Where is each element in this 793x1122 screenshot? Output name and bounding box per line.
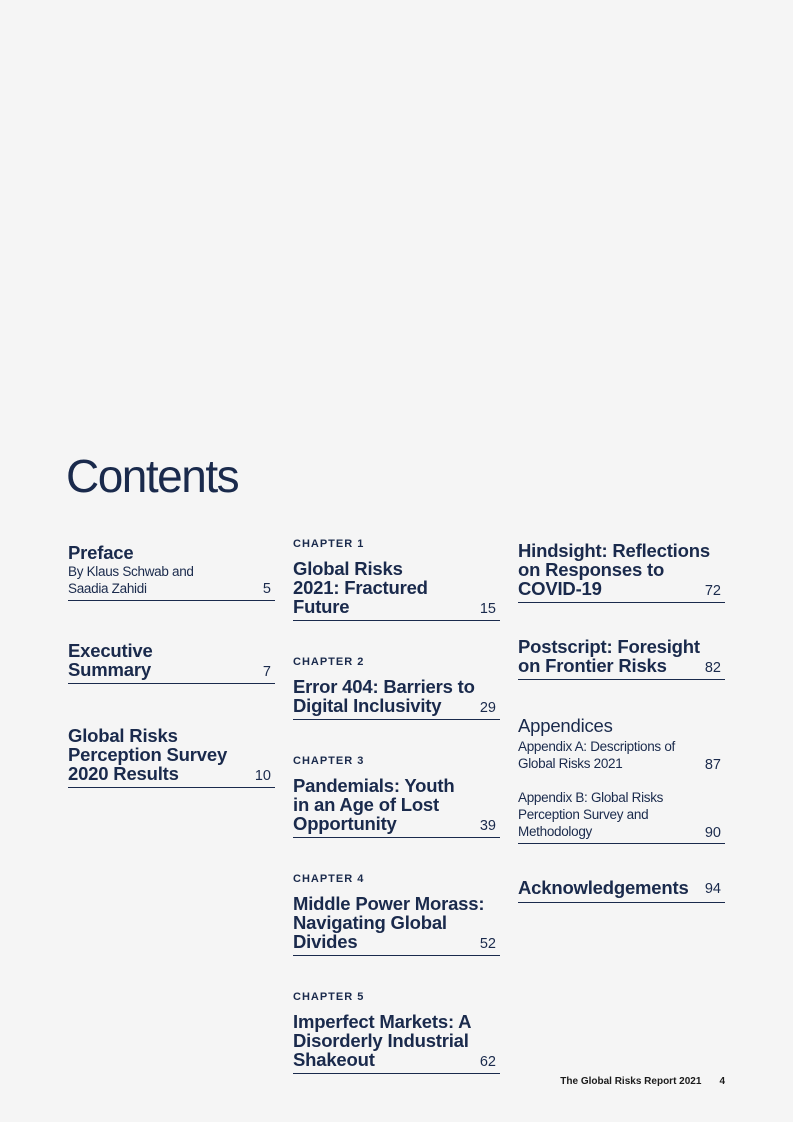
- toc-subentry-text: Appendix A: Descriptions of Global Risks 2021: [518, 739, 675, 771]
- toc-entry-title: Global Risks 2021: Fractured Future: [293, 558, 428, 617]
- toc-entry-title: Pandemials: Youth in an Age of Lost Opportunity: [293, 775, 455, 834]
- toc-page-number: 15: [479, 601, 496, 617]
- toc-entry-appendices[interactable]: [518, 716, 725, 844]
- toc-entry-title: Error 404: Barriers to Digital Inclusivity: [293, 676, 475, 716]
- toc-entry-title: Hindsight: Reflections on Responses to COVID-19: [518, 540, 710, 599]
- toc-entry-title: Appendices: [518, 715, 613, 736]
- toc-entry-hindsight[interactable]: [518, 541, 725, 603]
- toc-entry-title: Global Risks Perception Survey 2020 Results: [68, 725, 228, 784]
- toc-page-number: 82: [704, 660, 721, 676]
- toc-entry-chapter-1[interactable]: [293, 537, 500, 621]
- toc-column-3: [518, 541, 725, 903]
- toc-entry-chapter-3[interactable]: [293, 754, 500, 838]
- toc-page-number: 5: [262, 581, 271, 597]
- footer-page-number: 4: [719, 1076, 725, 1087]
- toc-page-number: 39: [479, 818, 496, 834]
- toc-subentry-appendix-b[interactable]: [518, 789, 725, 843]
- toc-column-2: [293, 537, 500, 1074]
- chapter-label: CHAPTER 5: [293, 991, 365, 1003]
- toc-entry-title: Postscript: Foresight on Frontier Risks: [518, 636, 700, 676]
- toc-entry-executive-summary[interactable]: [68, 641, 275, 684]
- page-footer: [560, 1076, 725, 1087]
- toc-entry-gprs-results[interactable]: [68, 726, 275, 788]
- toc-page-number: 7: [262, 664, 271, 680]
- toc-entry-chapter-5[interactable]: [293, 990, 500, 1074]
- page-title: Contents: [66, 450, 239, 502]
- toc-page-number: 90: [704, 825, 721, 841]
- toc-entry-title: Preface: [68, 542, 134, 563]
- toc-entry-acknowledgements[interactable]: [518, 878, 725, 903]
- chapter-label: CHAPTER 2: [293, 656, 365, 668]
- toc-entry-chapter-4[interactable]: [293, 872, 500, 956]
- toc-page-number: 29: [479, 700, 496, 716]
- toc-subentry-appendix-a[interactable]: [518, 738, 725, 775]
- toc-page-number: 62: [479, 1054, 496, 1070]
- toc-entry-title: Middle Power Morass: Navigating Global Divides: [293, 893, 485, 952]
- toc-subentry-text: Appendix B: Global Risks Perception Survey and Methodology: [518, 790, 664, 839]
- toc-entry-chapter-2[interactable]: [293, 655, 500, 720]
- toc-entry-title: Imperfect Markets: A Disorderly Industrial Shakeout: [293, 1011, 471, 1070]
- toc-page-number: 10: [254, 768, 271, 784]
- toc-entry-preface[interactable]: [68, 543, 275, 601]
- toc-entry-title: Acknowledgements: [518, 877, 689, 898]
- toc-entry-title: Executive Summary: [68, 640, 153, 680]
- chapter-label: CHAPTER 1: [293, 538, 365, 550]
- toc-entry-subtitle: By Klaus Schwab and Saadia Zahidi: [68, 564, 194, 596]
- toc-entry-postscript[interactable]: [518, 637, 725, 680]
- toc-column-1: [68, 543, 275, 788]
- footer-report-title: The Global Risks Report 2021: [560, 1076, 702, 1087]
- toc-page-number: 72: [704, 583, 721, 599]
- chapter-label: CHAPTER 4: [293, 873, 365, 885]
- toc-page-number: 52: [479, 936, 496, 952]
- toc-page-number: 94: [704, 881, 721, 897]
- toc-page-number: 87: [704, 757, 721, 773]
- chapter-label: CHAPTER 3: [293, 755, 365, 767]
